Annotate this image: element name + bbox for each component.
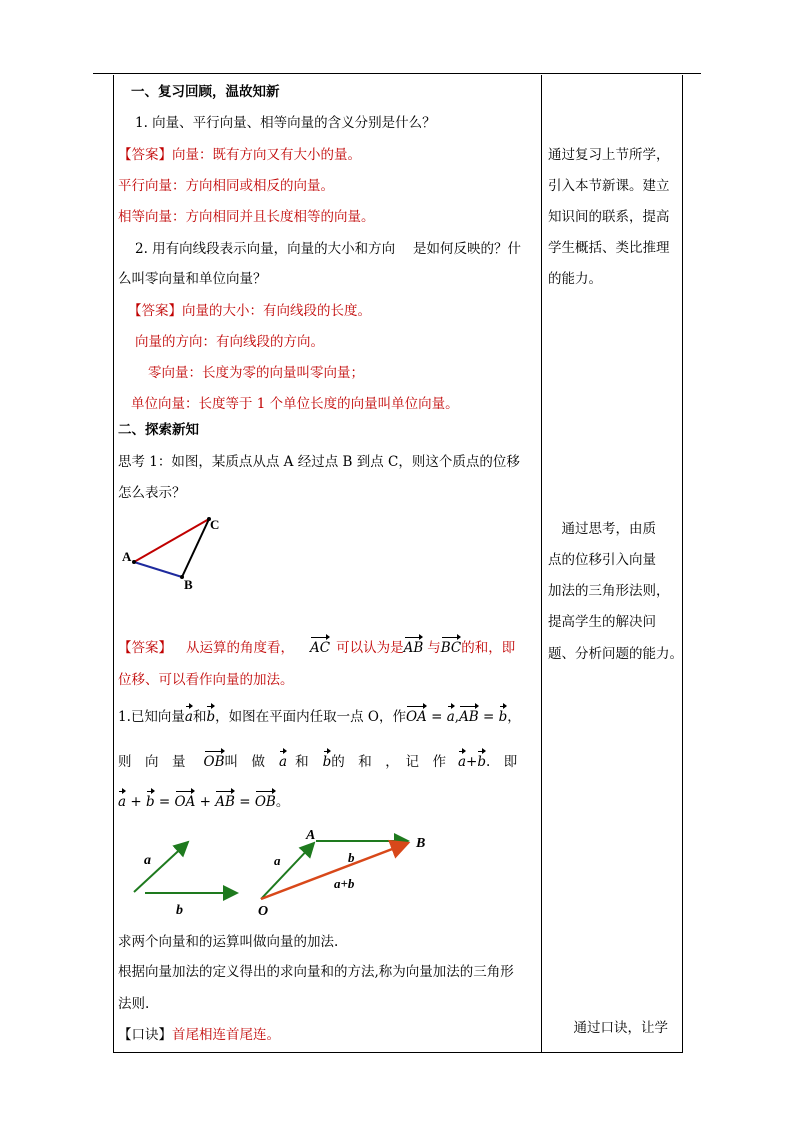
note-1-line-3: 知识间的联系，提高 bbox=[548, 209, 670, 225]
label-point-o: O bbox=[258, 904, 269, 919]
answer-3-line-2: 位移、可以看作向量的加法。 bbox=[118, 672, 294, 688]
answer-2-line-4: 单位向量：长度等于 1 个单位长度的向量叫单位向量。 bbox=[131, 396, 459, 412]
note-2-line-3: 加法的三角形法则， bbox=[548, 583, 670, 599]
section-heading-explore: 二、探索新知 bbox=[118, 422, 199, 438]
label-sum: a+b bbox=[334, 876, 355, 891]
segment-ab bbox=[134, 562, 182, 577]
think-1-line-2: 怎么表示？ bbox=[118, 485, 186, 501]
addition-definition: 求两个向量和的运算叫做向量的加法. bbox=[118, 934, 339, 950]
answer-2: 【答案】向量的大小：有向线段的长度。 bbox=[128, 303, 371, 319]
note-1-line-5: 的能力。 bbox=[548, 271, 602, 287]
vector-a-arrow bbox=[134, 842, 188, 892]
note-1-line-1: 通过复习上节所学， bbox=[548, 147, 670, 163]
column-divider bbox=[541, 75, 542, 1052]
triangle-displacement-figure bbox=[118, 510, 228, 590]
answer-1-line-3: 相等向量：方向相同并且长度相等的向量。 bbox=[118, 209, 375, 225]
point-a bbox=[132, 560, 136, 564]
note-1-line-4: 学生概括、类比推理 bbox=[548, 240, 670, 256]
label-b: B bbox=[184, 577, 193, 590]
definition-line-1: 1.已知向量a和b，如图在平面内任取一点 O，作OA = a,AB = b， bbox=[118, 709, 521, 725]
question-2-line-2: 么叫零向量和单位向量？ bbox=[118, 271, 267, 287]
triangle-rule-line-1: 根据向量加法的定义得出的求向量和的方法,称为向量加法的三角形 bbox=[118, 964, 514, 980]
answer-3: 【答案】 从运算的角度看， AC 可以认为是AB 与BC的和，即 bbox=[118, 640, 516, 656]
definition-line-2: 则 向 量 OB叫 做 a 和 b的 和 ， 记 作 a+b. 即 bbox=[118, 754, 518, 770]
note-3-line-1: 通过口诀，让学 bbox=[560, 1020, 668, 1036]
section-heading-review: 一、复习回顾，温故知新 bbox=[131, 84, 280, 100]
answer-1: 【答案】向量：既有方向又有大小的量。 bbox=[118, 147, 361, 163]
label-point-b: B bbox=[416, 836, 426, 851]
label-vector-b: b bbox=[176, 903, 183, 918]
note-1-line-2: 引入本节新课。建立 bbox=[548, 178, 670, 194]
question-1: 1. 向量、平行向量、相等向量的含义分别是什么？ bbox=[135, 115, 436, 131]
label-a: A bbox=[122, 549, 132, 564]
note-2-line-5: 题、分析问题的能力。 bbox=[548, 646, 683, 662]
header-rule bbox=[93, 73, 701, 74]
vector-oa-arrow bbox=[261, 843, 314, 899]
answer-2-line-3: 零向量：长度为零的向量叫零向量； bbox=[148, 365, 364, 381]
triangle-rule-line-2: 法则. bbox=[118, 996, 150, 1012]
question-2-line-1: 2. 用有向线段表示向量，向量的大小和方向 是如何反映的？什 bbox=[135, 241, 521, 257]
label-point-a: A bbox=[306, 828, 316, 843]
answer-2-line-2: 向量的方向：有向线段的方向。 bbox=[135, 334, 324, 350]
think-1-line-1: 思考 1：如图，某质点从点 A 经过点 B 到点 C，则这个质点的位移 bbox=[118, 454, 520, 470]
label-vector-a: a bbox=[144, 853, 151, 868]
label-oa-a: a bbox=[274, 853, 281, 868]
vector-addition-figure bbox=[118, 822, 458, 922]
note-2-line-2: 点的位移引入向量 bbox=[548, 552, 656, 568]
label-ab-b: b bbox=[348, 850, 355, 865]
mnemonic: 【口诀】首尾相连首尾连。 bbox=[118, 1027, 280, 1043]
definition-line-3: a + b = OA + AB = OB。 bbox=[118, 794, 290, 810]
note-2-line-1: 通过思考，由质 bbox=[548, 521, 656, 537]
label-c: C bbox=[210, 517, 220, 532]
note-2-line-4: 提高学生的解决问 bbox=[548, 614, 656, 630]
segment-ac bbox=[134, 519, 209, 562]
answer-1-line-2: 平行向量：方向相同或相反的向量。 bbox=[118, 178, 334, 194]
